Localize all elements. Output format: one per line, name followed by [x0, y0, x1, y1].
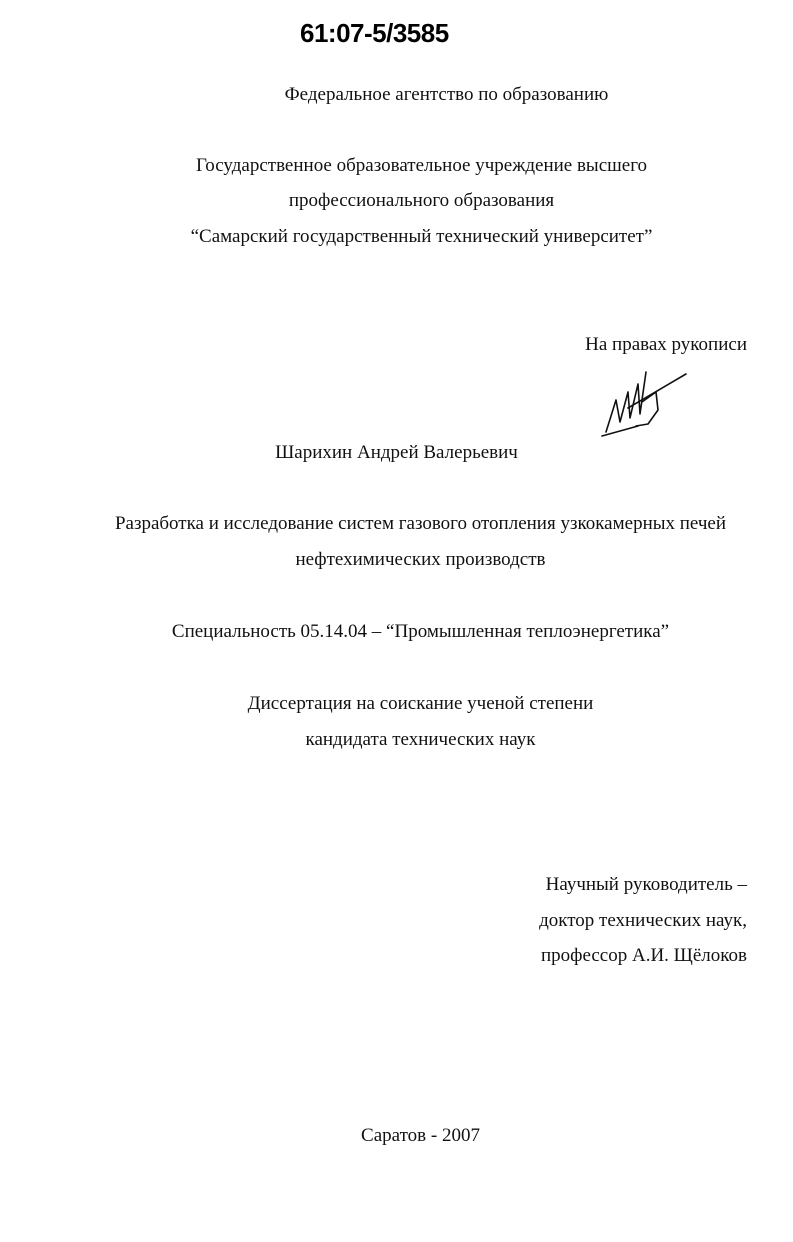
author-name: Шарихин Андрей Валерьевич — [275, 442, 518, 463]
supervisor-line-1: Научный руководитель – — [545, 874, 747, 895]
specialty: Специальность 05.14.04 – “Промышленная теплоэнергетика” — [171, 621, 670, 642]
degree-line-2: кандидата технических наук — [305, 729, 536, 750]
institution-line-1: Государственное образовательное учреждение высшего — [195, 155, 648, 176]
institution-line-2: профессионального образования — [288, 190, 555, 211]
agency-name: Федеральное агентство по образованию — [284, 84, 609, 105]
thesis-title-line-1: Разработка и исследование систем газового отопления узкокамерных печей — [114, 513, 727, 534]
supervisor-line-2: доктор технических наук, — [539, 910, 747, 931]
thesis-title-line-2: нефтехимических производств — [295, 549, 546, 570]
city-year: Саратов - 2007 — [361, 1125, 480, 1146]
supervisor-line-3: профессор А.И. Щёлоков — [540, 945, 747, 966]
registry-code: 61:07-5/3585 — [300, 18, 449, 48]
signature-icon — [598, 362, 690, 440]
institution-line-3: “Самарский государственный технический университет” — [190, 226, 653, 247]
degree-line-1: Диссертация на соискание ученой степени — [247, 693, 594, 714]
rights-note: На правах рукописи — [585, 334, 747, 355]
